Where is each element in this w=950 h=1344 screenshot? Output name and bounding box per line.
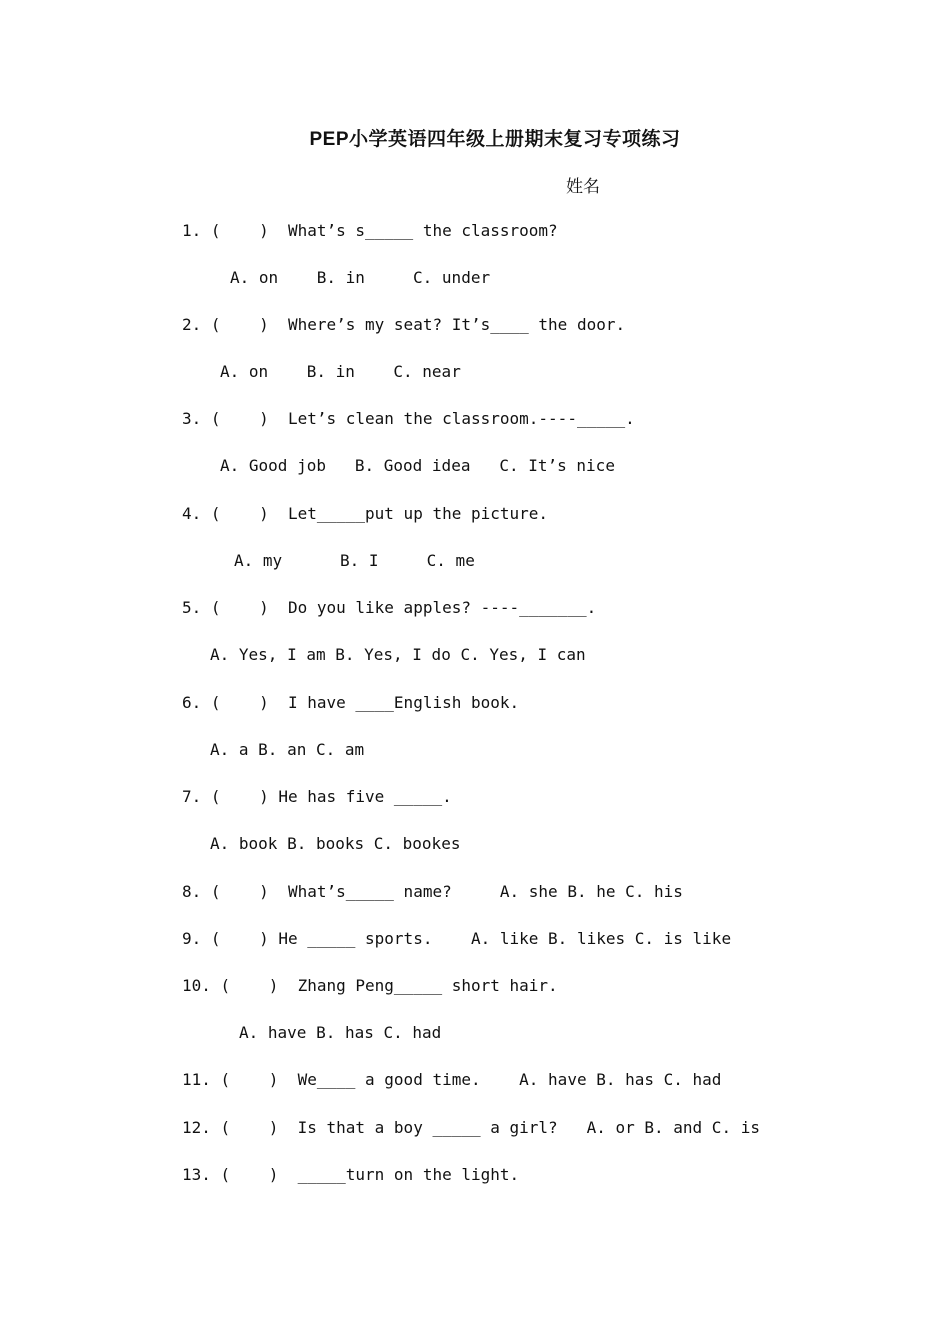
question-6: 6. ( ) I have ____English book. bbox=[182, 693, 520, 712]
question-8: 8. ( ) What’s_____ name? A. she B. he C. his bbox=[182, 882, 683, 901]
question-7: 7. ( ) He has five _____. bbox=[182, 787, 452, 806]
page-title: PEP小学英语四年级上册期末复习专项练习 bbox=[309, 129, 681, 150]
question-2: 2. ( ) Where’s my seat? It’s____ the door. bbox=[182, 315, 626, 334]
question-5: 5. ( ) Do you like apples? ----_______. bbox=[182, 598, 597, 617]
question-13: 13. ( ) _____turn on the light. bbox=[182, 1165, 520, 1184]
question-2-options: A. on B. in C. near bbox=[220, 362, 461, 381]
question-5-options: A. Yes, I am B. Yes, I do C. Yes, I can bbox=[210, 645, 586, 664]
question-11: 11. ( ) We____ a good time. A. have B. has C. had bbox=[182, 1070, 722, 1089]
question-3: 3. ( ) Let’s clean the classroom.----_____. bbox=[182, 409, 635, 428]
question-6-options: A. a B. an C. am bbox=[210, 740, 365, 759]
question-10-options: A. have B. has C. had bbox=[239, 1023, 442, 1042]
name-label: 姓名 bbox=[566, 177, 600, 197]
question-1-options: A. on B. in C. under bbox=[230, 268, 491, 287]
question-9: 9. ( ) He _____ sports. A. like B. likes C. is like bbox=[182, 929, 732, 948]
question-3-options: A. Good job B. Good idea C. It’s nice bbox=[220, 456, 615, 475]
question-1: 1. ( ) What’s s_____ the classroom? bbox=[182, 221, 558, 240]
question-7-options: A. book B. books C. bookes bbox=[210, 834, 461, 853]
question-12: 12. ( ) Is that a boy _____ a girl? A. or B. and C. is bbox=[182, 1118, 760, 1137]
question-10: 10. ( ) Zhang Peng_____ short hair. bbox=[182, 976, 558, 995]
question-4: 4. ( ) Let_____put up the picture. bbox=[182, 504, 549, 523]
question-4-options: A. my B. I C. me bbox=[234, 551, 475, 570]
